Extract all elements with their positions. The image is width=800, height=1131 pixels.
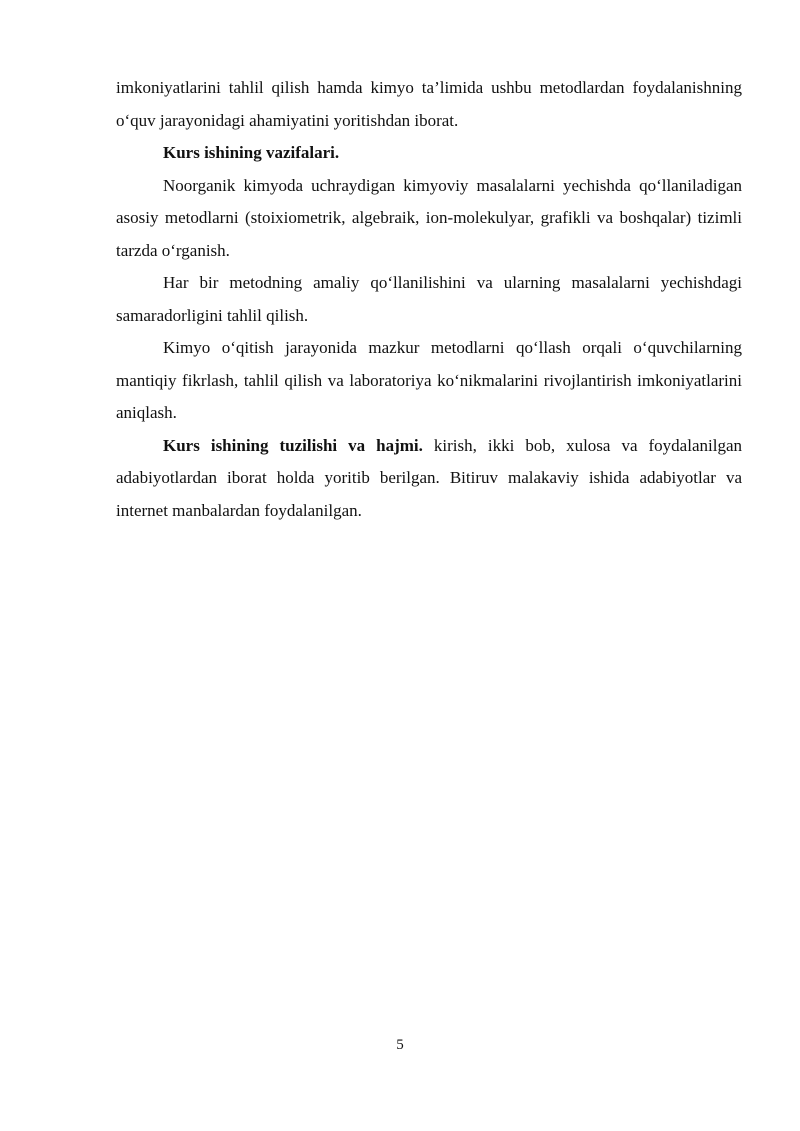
- structure-paragraph: [116, 430, 742, 528]
- page-number: 5: [396, 1037, 404, 1053]
- structure-text: kirish, ikki bob, xulosa va foydalanilgan adabiyotlardan iborat holda yoritib berilgan. Bitiruv malakaviy ishida adabiyotlar va internet manbalardan foydalanilgan.: [116, 435, 742, 520]
- intro-continuation-paragraph: imkoniyatlarini tahlil qilish hamda kimyo ta’limida ushbu metodlardan foydalanishning o‘quv jarayonidagi ahamiyatini yoritishdan iborat.: [116, 78, 742, 130]
- structure-lead: Kurs ishining tuzilishi va hajmi.: [163, 435, 423, 455]
- task-paragraph-skills: Kimyo o‘qitish jarayonida mazkur metodlarni qo‘llash orqali o‘quvchilarning mantiqiy fikrlash, tahlil qilish va laboratoriya ko‘nikmalarini rivojlantirish imkoniyatlarini aniqlash.: [116, 338, 742, 422]
- tasks-heading: Kurs ishining vazifalari.: [163, 143, 340, 162]
- task-paragraph-methods: Noorganik kimyoda uchraydigan kimyoviy masalalarni yechishda qo‘llaniladigan asosiy metodlarni (stoixiometrik, algebraik, ion-molekulyar, grafikli va boshqalar) tizimli tarzda o‘rganish.: [116, 175, 742, 260]
- page-body: [116, 72, 742, 527]
- task-paragraph-analysis: Har bir metodning amaliy qo‘llanilishini va ularning masalalarni yechishdagi samaradorligini tahlil qilish.: [116, 273, 742, 325]
